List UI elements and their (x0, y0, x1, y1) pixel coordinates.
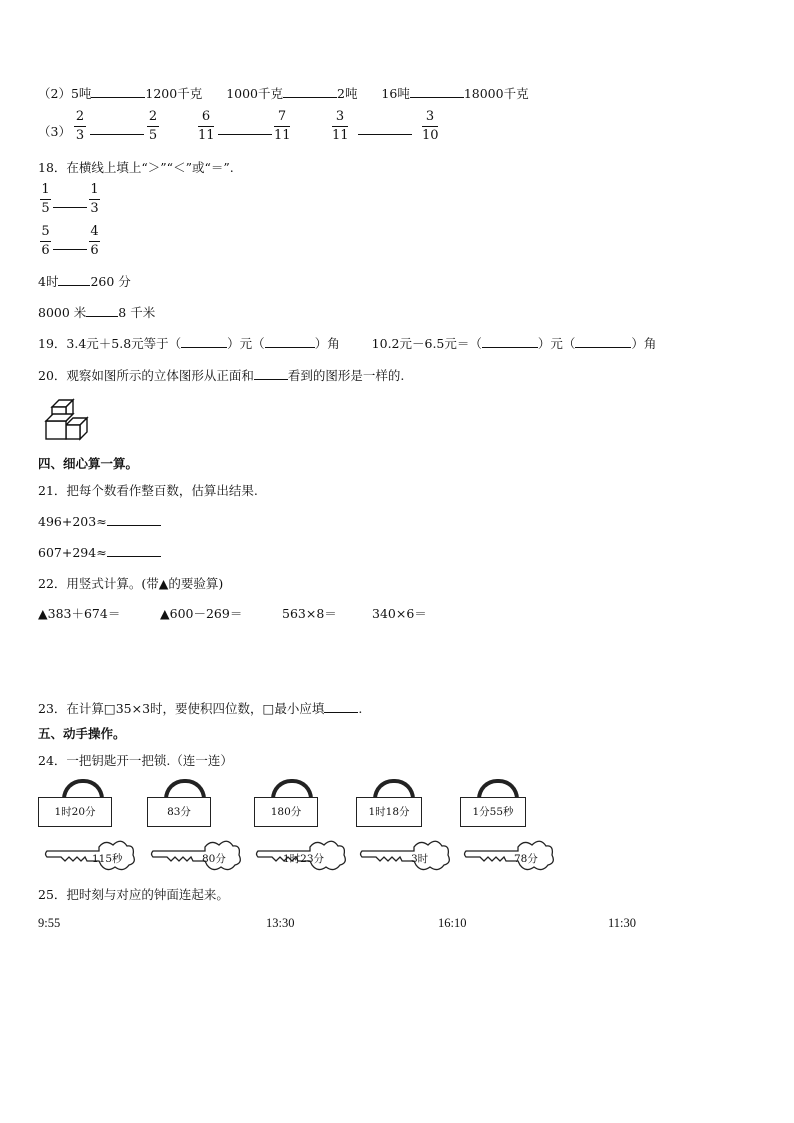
q17-p2-e: 18000千克 (463, 86, 529, 101)
time-label[interactable]: 9:55 (38, 916, 61, 930)
key-label[interactable]: 3时 (411, 853, 429, 865)
key (465, 841, 554, 869)
q22-calc3: 563×8＝ (282, 606, 337, 621)
q21-expr2: 607+294≈ (38, 544, 161, 560)
key-label[interactable]: 115秒 (92, 853, 123, 865)
q18-question: 18．在横线上填上“＞”“＜”或“＝”. (38, 160, 234, 175)
section-heading-5: 五、动手操作。 (38, 726, 126, 741)
key-label[interactable]: 78分 (514, 853, 538, 865)
q17-p2-d: 16吨 (381, 86, 410, 101)
key (152, 841, 241, 869)
fraction: 5 6 (41, 224, 50, 258)
q22-calc4: 340×6＝ (372, 606, 427, 621)
fraction: 3 10 (422, 109, 439, 143)
q22-question: 22．用竖式计算。(带▲的要验算) (38, 576, 224, 591)
q20-question: 20．观察如图所示的立体图形从正面和 看到的图形是一样的. (38, 368, 405, 383)
section-heading-4: 四、细心算一算。 (38, 456, 139, 471)
q24-question: 24．一把钥匙开一把锁.（连一连） (38, 753, 233, 768)
time-label[interactable]: 16:10 (438, 916, 467, 930)
fraction: 3 11 (332, 109, 349, 143)
key-label[interactable]: 1时23分 (283, 853, 325, 865)
q23-question: 23．在计算□35×3时，要使积四位数，□最小应填 . (38, 701, 363, 716)
fraction: 2 5 (148, 109, 158, 143)
q18-line4: 8000 米 8 千米 (38, 305, 156, 320)
q18-line3: 4时 260 分 (38, 274, 131, 289)
q21-expr1: 496+203≈ (38, 513, 161, 529)
q19-question: 19．3.4元＋5.8元等于（ ）元（ ）角 10.2元－6.5元＝（ ）元（ ）角 (38, 336, 657, 351)
fraction: 2 3 (75, 109, 85, 143)
q21-question: 21．把每个数看作整百数，估算出结果. (38, 483, 258, 498)
fraction: 1 3 (90, 182, 99, 216)
q22-calc2: ▲600－269＝ (160, 606, 243, 621)
fraction: 1 5 (41, 182, 50, 216)
q17-p2-a: 1200千克 (145, 86, 203, 101)
q22-calc1: ▲383＋674＝ (38, 606, 121, 621)
fraction: 7 11 (274, 109, 291, 143)
key (361, 841, 450, 869)
q25-question: 25．把时刻与对应的钟面连起来。 (38, 887, 229, 902)
key-label[interactable]: 80分 (202, 853, 226, 865)
q17-p2-b: 1000千克 (226, 86, 283, 101)
fraction: 4 6 (90, 224, 99, 258)
time-label[interactable]: 13:30 (266, 916, 295, 930)
time-label[interactable]: 11:30 (608, 916, 637, 930)
q17-p3-label: （3） (38, 124, 71, 139)
fraction: 6 11 (198, 109, 215, 143)
q17-p2-label: （2）5吨 (38, 86, 92, 101)
q17-p2-c: 2吨 (337, 86, 358, 101)
